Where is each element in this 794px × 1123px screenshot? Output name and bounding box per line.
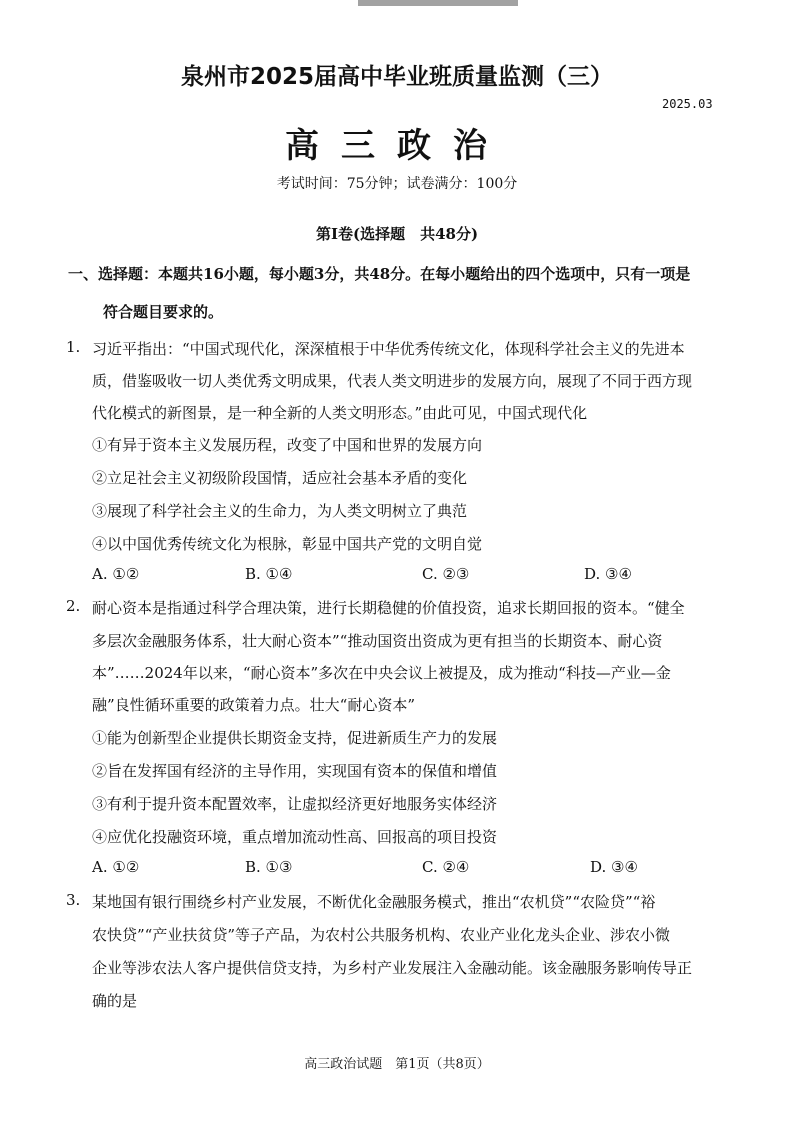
option-a: A. ①②	[92, 858, 140, 876]
top-scan-mark	[358, 0, 518, 6]
exam-title: 泉州市2025届高中毕业班质量监测（三）	[180, 64, 613, 90]
question-stem-line: 代化模式的新图景，是一种全新的人类文明形态。”由此可见，中国式现代化	[92, 404, 588, 422]
question-number: 2.	[66, 597, 81, 615]
option-c: C. ②③	[422, 565, 470, 583]
statement-item: ①有异于资本主义发展历程，改变了中国和世界的发展方向	[92, 436, 483, 454]
option-d: D. ③④	[590, 858, 638, 876]
question-stem-line: 融”良性循环重要的政策着力点。壮大“耐心资本”	[92, 696, 416, 714]
statement-item: ②立足社会主义初级阶段国情，适应社会基本矛盾的变化	[92, 469, 468, 487]
question-stem-line: 确的是	[92, 992, 138, 1010]
question-stem-line: 习近平指出：“中国式现代化，深深植根于中华优秀传统文化，体现科学社会主义的先进本	[92, 340, 685, 358]
option-d: D. ③④	[584, 565, 632, 583]
option-a: A. ①②	[92, 565, 140, 583]
question-stem-line: 多层次金融服务体系，壮大耐心资本”“推动国资出资成为更有担当的长期资本、耐心资	[92, 632, 663, 650]
exam-date: 2025.03	[662, 97, 713, 111]
page-footer: 高三政治试题 第1页（共8页）	[304, 1057, 490, 1072]
statement-item: ④以中国优秀传统文化为根脉，彰显中国共产党的文明自觉	[92, 535, 483, 553]
statement-item: ①能为创新型企业提供长期资金支持，促进新质生产力的发展	[92, 729, 498, 747]
option-c: C. ②④	[422, 858, 470, 876]
question-stem-line: 农快贷”“产业扶贫贷”等子产品，为农村公共服务机构、农业产业化龙头企业、涉农小微	[92, 926, 671, 944]
statement-item: ③有利于提升资本配置效率，让虚拟经济更好地服务实体经济	[92, 795, 498, 813]
statement-item: ④应优化投融资环境，重点增加流动性高、回报高的项目投资	[92, 828, 498, 846]
question-stem-line: 本”……2024年以来，“耐心资本”多次在中央会议上被提及，成为推动“科技—产业—金	[92, 664, 671, 682]
question-number: 1.	[66, 338, 81, 356]
section-title: 第Ⅰ卷(选择题 共48分)	[315, 225, 479, 243]
question-number: 3.	[66, 891, 81, 909]
question-stem-line: 耐心资本是指通过科学合理决策，进行长期稳健的价值投资，追求长期回报的资本。“健全	[92, 599, 685, 617]
option-b: B. ①④	[245, 565, 293, 583]
question-stem-line: 质，借鉴吸收一切人类优秀文明成果，代表人类文明进步的发展方向，展现了不同于西方现	[92, 372, 693, 390]
section-instruction-line1: 一、选择题：本题共16小题，每小题3分，共48分。在每小题给出的四个选项中，只有一项是	[68, 265, 691, 283]
section-instruction-line2: 符合题目要求的。	[103, 303, 224, 321]
option-b: B. ①③	[245, 858, 293, 876]
exam-info: 考试时间：75分钟；试卷满分：100分	[276, 176, 518, 192]
statement-item: ③展现了科学社会主义的生命力，为人类文明树立了典范	[92, 502, 468, 520]
statement-item: ②旨在发挥国有经济的主导作用，实现国有资本的保值和增值	[92, 762, 498, 780]
question-stem-line: 某地国有银行围绕乡村产业发展，不断优化金融服务模式，推出“农机贷”“农险贷”“裕	[92, 893, 656, 911]
subject-title: 高三政治	[285, 126, 509, 166]
question-stem-line: 企业等涉农法人客户提供信贷支持，为乡村产业发展注入金融动能。该金融服务影响传导正	[92, 959, 693, 977]
